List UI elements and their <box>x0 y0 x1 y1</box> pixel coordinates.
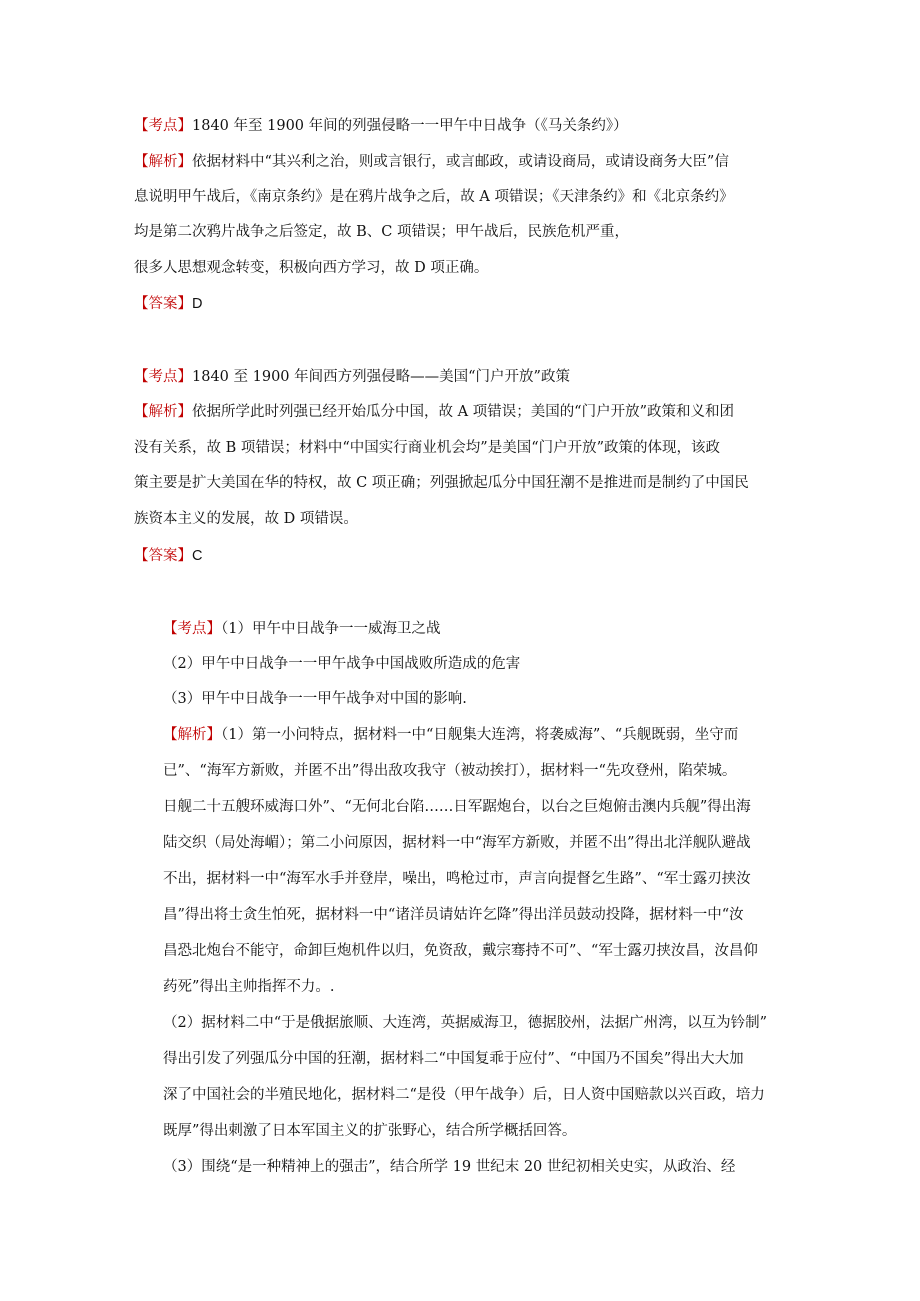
q2-jiexi-cont: 没有关系，故 B 项错误；材料中“中国实行商业机会均”是美国“门户开放”政策的体现，该政 <box>134 440 721 456</box>
q2-jiexi-text: 依据所学此时列强已经开始瓜分中国，故 A 项错误；美国的“门户开放”政策和义和团 <box>192 404 735 420</box>
q3-jiexi-cont: 得出引发了列强瓜分中国的狂潮，据材料二“中国复乖于应付”、“中国乃不国矣”得出大大加 <box>163 1051 744 1067</box>
q3-kaodian-line <box>163 619 440 639</box>
q3-jiexi-cont: （3）围绕“是一种精神上的强击”，结合所学 19 世纪末 20 世纪初相关史实，从政治、经 <box>163 1159 736 1175</box>
q3-jiexi-cont: 陆交织（局处海嵋）；第二小问原因，据材料一中“海军方新败，并匿不出”得出北洋舰队避战 <box>163 835 751 851</box>
q2-kaodian-text: 1840 至 1900 年间西方列强侵略——美国“门户开放”政策 <box>192 369 570 385</box>
kaodian-tag: 【考点】 <box>134 369 192 385</box>
q3-kaodian-cont: （2）甲午中日战争一一甲午战争中国战败所造成的危害 <box>163 656 521 672</box>
q3-jiexi-cont: 日舰二十五艘环威海口外”、“无何北台陷……日军踞炮台，以台之巨炮俯击澳内兵舰”得出海 <box>163 799 751 815</box>
q3-jiexi-cont: 昌恐北炮台不能守，命卸巨炮机件以归，免资敌，戴宗骞持不可”、“军士露刃挟汝昌，汝昌仰 <box>163 943 758 959</box>
q2-jiexi-cont: 族资本主义的发展，故 D 项错误。 <box>134 511 358 527</box>
q3-jiexi-line <box>163 725 738 745</box>
daan-tag: 【答案】 <box>134 296 192 312</box>
q2-answer: C <box>192 548 203 564</box>
jiexi-tag: 【解析】 <box>134 404 192 420</box>
q1-answer: D <box>192 296 203 312</box>
q3-kaodian-text: （1）甲午中日战争一一威海卫之战 <box>221 621 441 637</box>
q3-jiexi-text: （1）第一小问特点，据材料一中“日舰集大连湾，将袭威海”、“兵舰既弱，坐守而 <box>221 727 739 743</box>
q1-jiexi-line <box>134 152 729 172</box>
q1-jiexi-text: 依据材料中“其兴利之治，则或言银行，或言邮政，或请设商局，或请设商务大臣”信 <box>192 154 729 170</box>
q3-jiexi-cont: 昌”得出将士贪生怕死，据材料一中“诸洋员请姑许乞降”得出洋员鼓动投降，据材料一中“汝 <box>163 907 744 923</box>
q3-jiexi-cont: 药死”得出主帅指挥不力。. <box>163 979 335 995</box>
q3-jiexi-cont: （2）据材料二中“于是俄据旅顺、大连湾，英据威海卫，德据胶州，法据广州湾，以互为钤制” <box>163 1015 768 1031</box>
q2-jiexi-cont: 策主要是扩大美国在华的特权，故 C 项正确；列强掀起瓜分中国狂潮不是推进而是制约了中国民 <box>134 475 749 491</box>
daan-tag: 【答案】 <box>134 548 192 564</box>
q3-jiexi-cont: 不出，据材料一中“海军水手并登岸，噪出，鸣枪过市，声言向提督乞生路”、“军士露刃挟汝 <box>163 871 751 887</box>
q1-answer-line <box>134 294 202 314</box>
q3-kaodian-cont: （3）甲午中日战争一一甲午战争对中国的影响. <box>163 691 467 707</box>
q1-kaodian-line <box>134 116 628 136</box>
kaodian-tag: 【考点】 <box>163 621 221 637</box>
q1-kaodian-text: 1840 年至 1900 年间的列强侵略一一甲午中日战争（《马关条约》） <box>192 118 628 134</box>
kaodian-tag: 【考点】 <box>134 118 192 134</box>
jiexi-tag: 【解析】 <box>134 154 192 170</box>
q1-jiexi-cont: 息说明甲午战后，《南京条约》是在鸦片战争之后，故 A 项错误；《天津条约》和《北京条约》 <box>134 189 734 205</box>
q2-kaodian-line <box>134 367 570 387</box>
q2-answer-line <box>134 546 202 566</box>
q1-jiexi-cont: 很多人思想观念转变，积极向西方学习，故 D 项正确。 <box>134 260 489 276</box>
q3-jiexi-cont: 深了中国社会的半殖民地化，据材料二“是役（甲午战争）后，日人资中国赔款以兴百政，培力 <box>163 1087 765 1103</box>
q3-jiexi-cont: 已”、“海军方新败，并匿不出”得出敌攻我守（被动挨打），据材料一“先攻登州，陷荣城。 <box>163 763 737 779</box>
q1-jiexi-cont: 均是第二次鸦片战争之后签定，故 B、C 项错误；甲午战后，民族危机严重， <box>134 224 629 240</box>
q3-jiexi-cont: 既厚”得出刺激了日本军国主义的扩张野心，结合所学概括回答。 <box>163 1123 577 1139</box>
jiexi-tag: 【解析】 <box>163 727 221 743</box>
q2-jiexi-line <box>134 402 734 422</box>
